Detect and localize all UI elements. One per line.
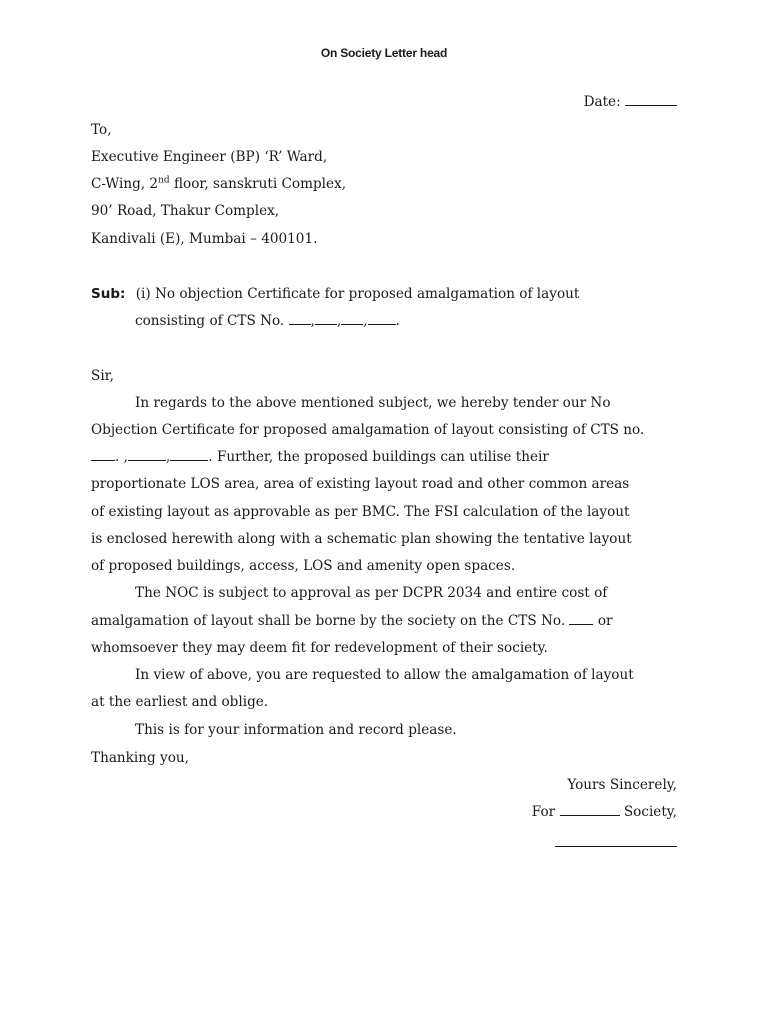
address-line-2 (91, 175, 346, 193)
subject-line-1 (91, 285, 579, 303)
address-line-2-post: floor, sanskruti Complex, (169, 176, 347, 192)
body-p1-line-3-text: . Further, the proposed buildings can utilise their (208, 449, 549, 465)
letterhead-note: On Society Letter head (320, 46, 448, 60)
subject-line-2 (135, 312, 400, 330)
body-p1-line-1: In regards to the above mentioned subject, we hereby tender our No (135, 395, 611, 411)
yours-sincerely: Yours Sincerely, (567, 777, 677, 793)
salutation: Sir, (91, 368, 114, 384)
subject-line-2-pre: consisting of CTS No. (135, 313, 285, 329)
address-line-4: Kandivali (E), Mumbai – 400101. (91, 231, 318, 247)
cts-blank-4 (368, 312, 396, 325)
body-sep-2: , (165, 449, 171, 465)
address-line-2-sup: nd (158, 175, 170, 186)
cts-blank-3 (341, 312, 363, 325)
subject-text-1: (i) No objection Certificate for proposed amalgamation of layout (135, 286, 580, 302)
body-sep-1: . , (115, 449, 128, 465)
subject-end: . (395, 313, 400, 329)
body-p2-line-2 (91, 612, 613, 630)
subject-sep-1: , (310, 313, 315, 329)
body-p1-line-5: of existing layout as approvable as per BMC. The FSI calculation of the layout (91, 504, 630, 520)
body-p1-line-2: Objection Certificate for proposed amalgamation of layout consisting of CTS no. (91, 422, 645, 438)
body-p2-line-1: The NOC is subject to approval as per DCPR 2034 and entire cost of (135, 585, 608, 601)
address-line-2-pre: C-Wing, 2 (91, 176, 159, 192)
to-line: To, (91, 122, 112, 138)
body-p1-line-6: is enclosed herewith along with a schematic plan showing the tentative layout (91, 531, 632, 547)
signature-line (555, 846, 677, 847)
for-society-line (532, 803, 677, 821)
society-label: Society, (623, 804, 677, 820)
body-p1-line-3 (91, 448, 549, 466)
thanking-you: Thanking you, (91, 750, 189, 766)
for-label: For (531, 804, 556, 820)
cts-blank-5 (91, 448, 115, 461)
cts-blank-7 (170, 448, 208, 461)
cts-blank-2 (315, 312, 337, 325)
date-label: Date: (583, 94, 621, 110)
body-p2-line-2-end: or (597, 613, 613, 629)
body-p3-line-2: at the earliest and oblige. (91, 694, 269, 710)
cts-blank-6 (128, 448, 166, 461)
body-p4: This is for your information and record please. (135, 722, 457, 738)
body-p2-line-3: whomsoever they may deem fit for redevelopment of their society. (91, 640, 548, 656)
body-p1-line-4: proportionate LOS area, area of existing layout road and other common areas (91, 476, 630, 492)
body-p1-line-7: of proposed buildings, access, LOS and amenity open spaces. (91, 558, 516, 574)
subject-label: Sub: (91, 286, 126, 302)
address-line-1: Executive Engineer (BP) ‘R’ Ward, (91, 149, 328, 165)
cts-blank-1 (289, 312, 311, 325)
subject-sep-3: , (363, 313, 368, 329)
body-p2-line-2-text: amalgamation of layout shall be borne by the society on the CTS No. (91, 613, 566, 629)
subject-sep-2: , (336, 313, 342, 329)
date-blank (625, 93, 677, 106)
body-p3-line-1: In view of above, you are requested to allow the amalgamation of layout (135, 667, 634, 683)
society-name-blank (560, 803, 620, 816)
cts-blank-8 (569, 612, 593, 625)
date-line (584, 93, 677, 111)
address-line-3: 90’ Road, Thakur Complex, (91, 203, 280, 219)
